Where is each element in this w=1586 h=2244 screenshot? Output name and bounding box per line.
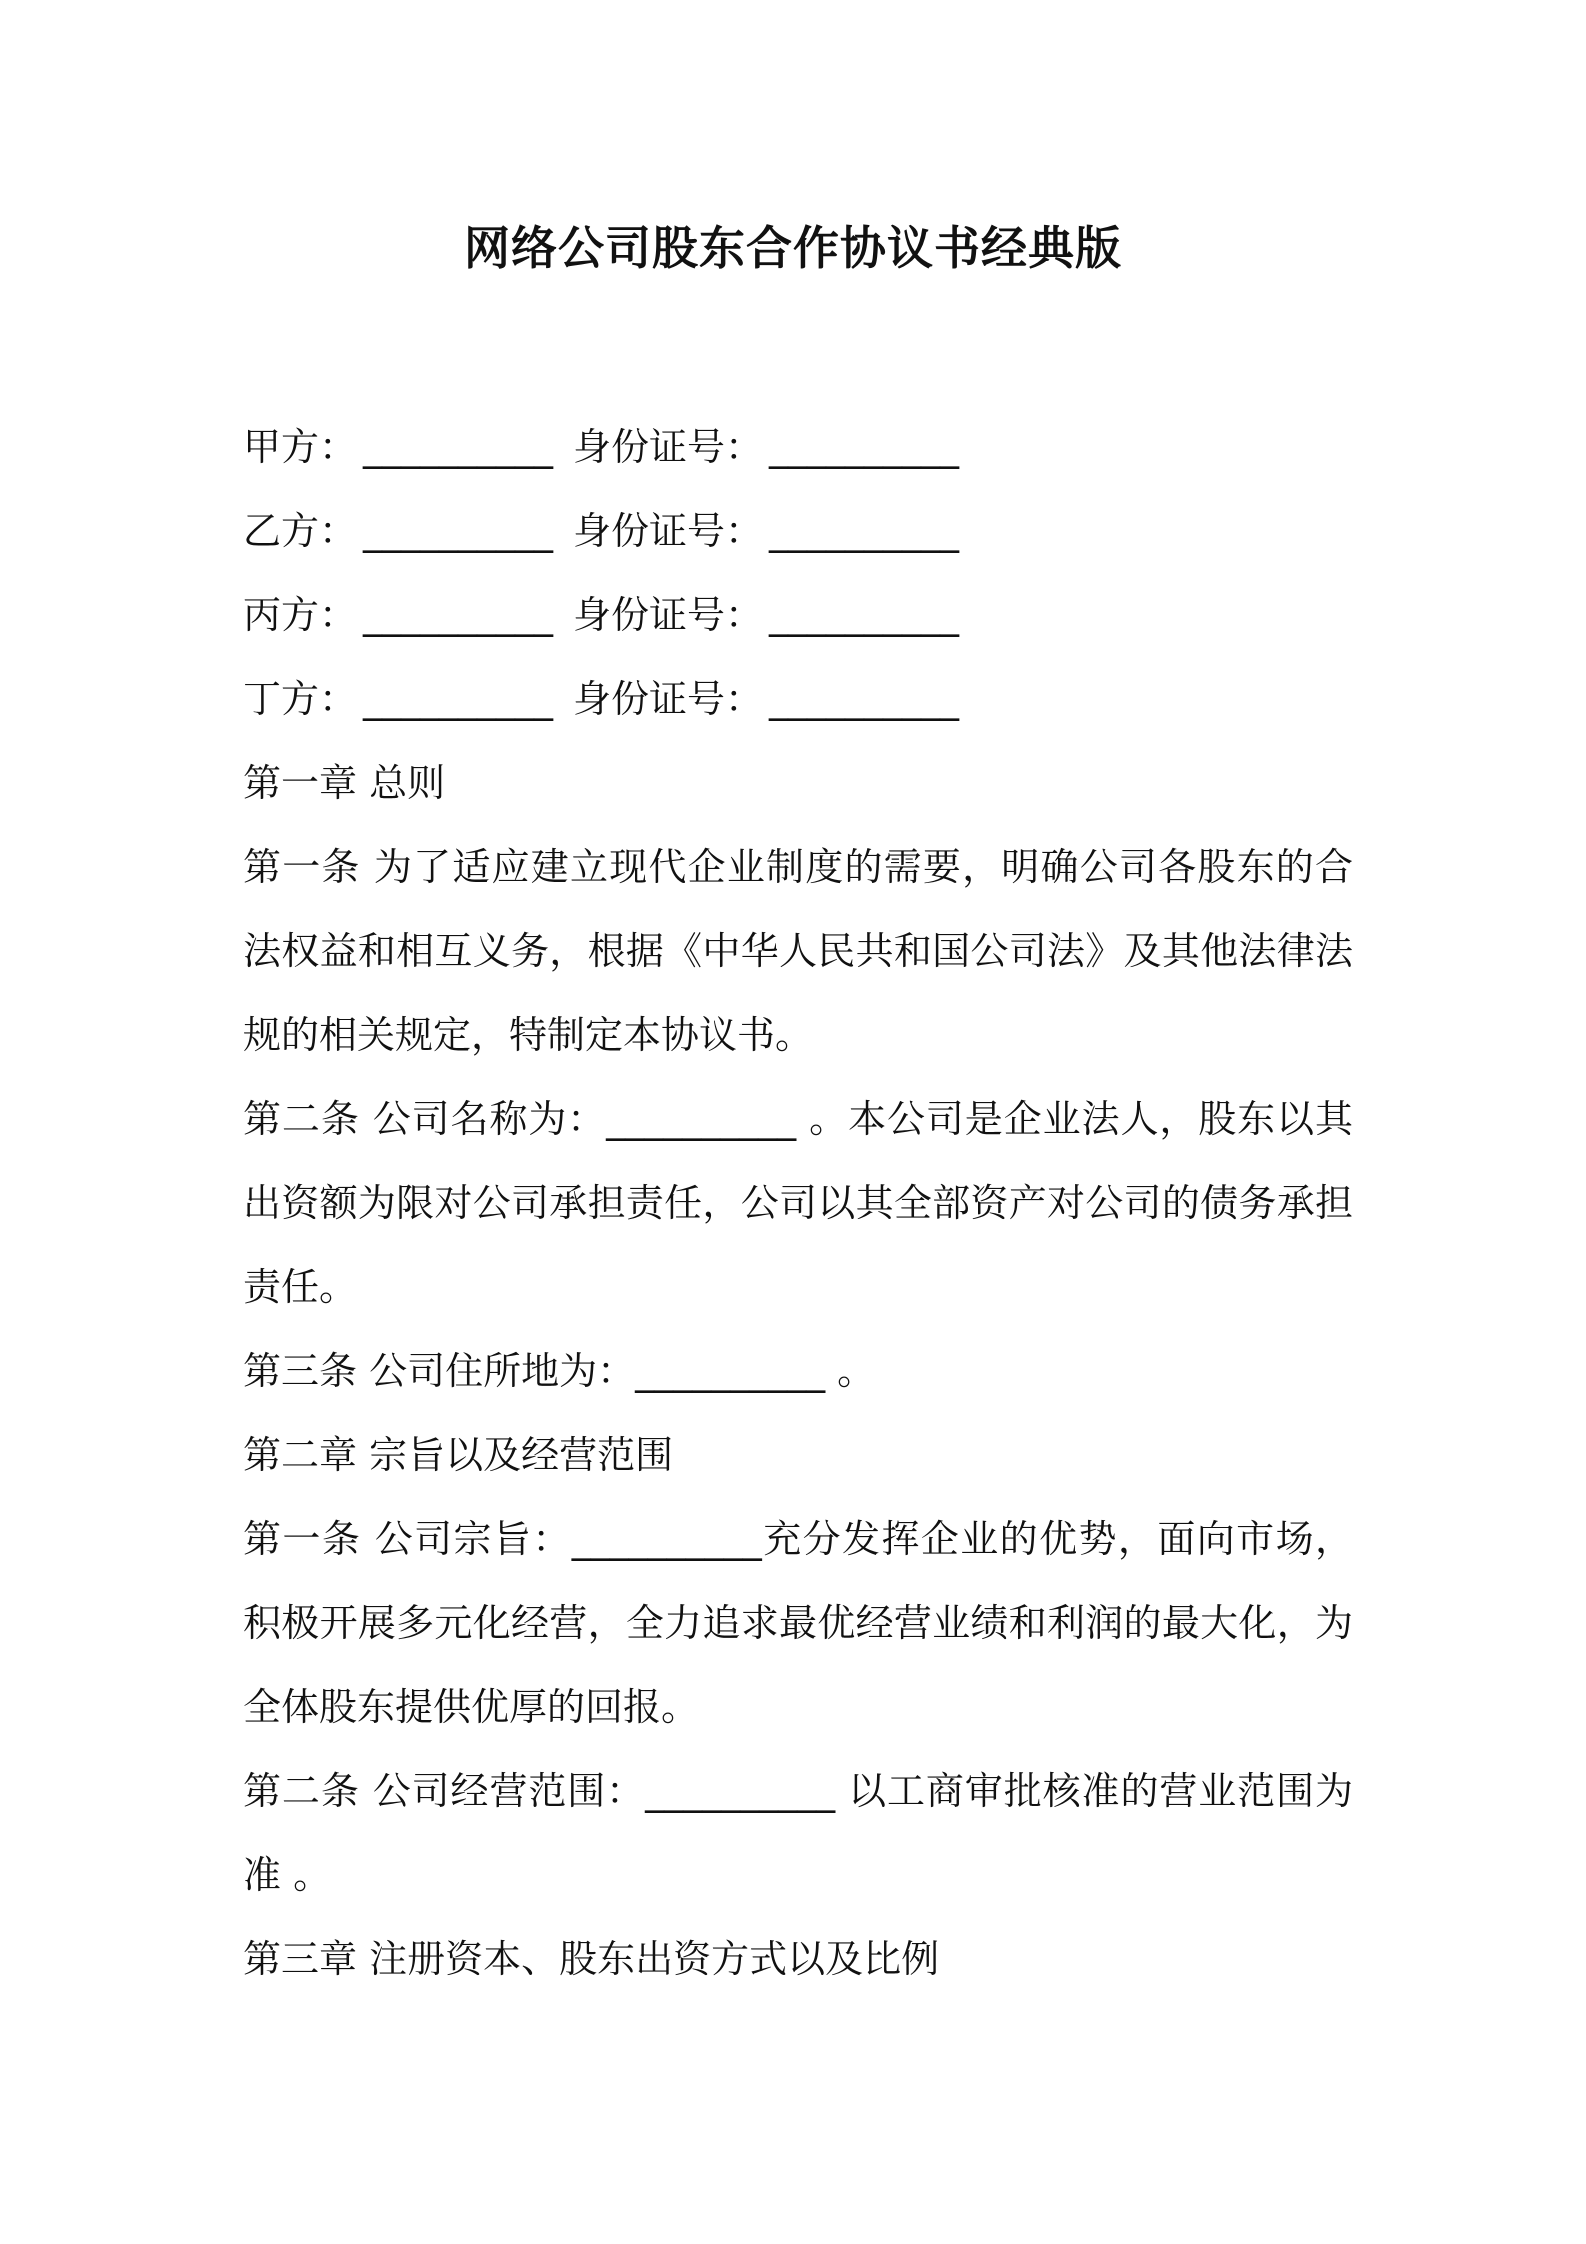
party-name-blank: __________ <box>363 677 554 721</box>
chapter-heading: 第一章 总则 <box>243 761 446 805</box>
id-number-label: 身份证号： <box>573 425 764 469</box>
document-title: 网络公司股东合作协议书经典版 <box>464 221 1122 275</box>
party-row-c <box>243 573 1353 657</box>
id-number-blank: __________ <box>769 425 960 469</box>
id-number-blank: __________ <box>769 593 960 637</box>
chapter-heading: 第三章 注册资本、股东出资方式以及比例 <box>243 1937 940 1981</box>
party-row-d <box>243 657 1353 741</box>
article-paragraph: 第二条 公司名称为：__________ 。本公司是企业法人，股东以其出资额为限对公司承担责任，公司以其全部资产对公司的债务承担责任。 <box>243 1097 1353 1309</box>
id-number-label: 身份证号： <box>573 509 764 553</box>
party-label: 丙方： <box>243 593 358 637</box>
article-paragraph: 第一条 公司宗旨：__________充分发挥企业的优势，面向市场，积极开展多元化经营，全力追求最优经营业绩和利润的最大化，为全体股东提供优厚的回报。 <box>243 1517 1353 1729</box>
party-name-blank: __________ <box>363 509 554 553</box>
article-paragraph: 第二条 公司经营范围：__________ 以工商审批核准的营业范围为准 。 <box>243 1769 1353 1897</box>
party-row-a <box>243 405 1353 489</box>
party-label: 乙方： <box>243 509 358 553</box>
id-number-label: 身份证号： <box>573 593 764 637</box>
article-paragraph: 第三条 公司住所地为：__________ 。 <box>243 1349 876 1393</box>
id-number-blank: __________ <box>769 509 960 553</box>
party-name-blank: __________ <box>363 425 554 469</box>
id-number-label: 身份证号： <box>573 677 764 721</box>
party-label: 甲方： <box>243 425 358 469</box>
document-body <box>243 405 1353 2001</box>
party-row-b <box>243 489 1353 573</box>
article-paragraph: 第一条 为了适应建立现代企业制度的需要，明确公司各股东的合法权益和相互义务，根据《中华人民共和国公司法》及其他法律法规的相关规定，特制定本协议书。 <box>243 845 1353 1057</box>
chapter-heading: 第二章 宗旨以及经营范围 <box>243 1433 674 1477</box>
id-number-blank: __________ <box>769 677 960 721</box>
party-name-blank: __________ <box>363 593 554 637</box>
party-label: 丁方： <box>243 677 358 721</box>
